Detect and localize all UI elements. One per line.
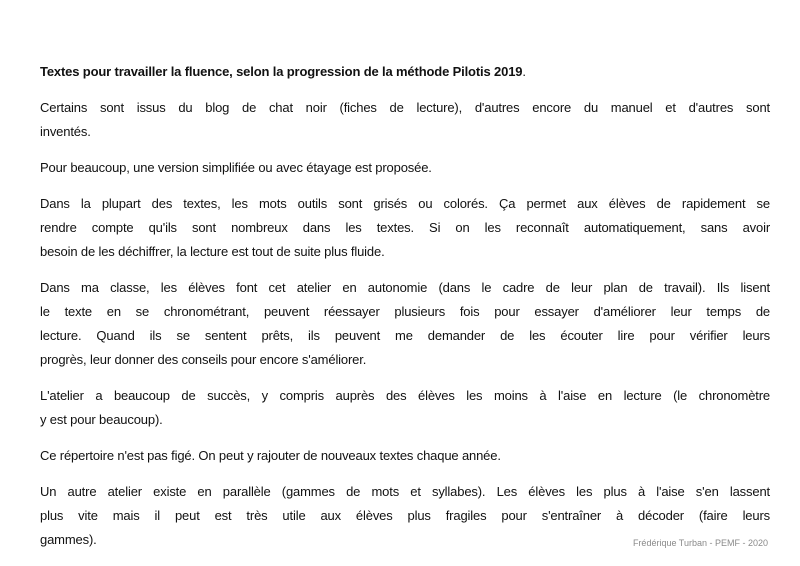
paragraph: [40, 384, 770, 432]
paragraph-line: le texte en se chronométrant, peuvent réessayer plusieurs fois pour essayer d'améliorer leur temps de: [40, 304, 770, 319]
paragraphs: [40, 96, 770, 552]
paragraph-line: Certains sont issus du blog de chat noir (fiches de lecture), d'autres encore du manuel et d'autres sont: [40, 100, 770, 115]
paragraph: [40, 156, 770, 180]
paragraph-line: y est pour beaucoup).: [40, 412, 163, 427]
document-title: [40, 60, 770, 84]
paragraph-line: plus vite mais il peut est très utile aux élèves plus fragiles pour s'entraîner à décoder (faire leurs: [40, 508, 770, 523]
paragraph-line: Dans ma classe, les élèves font cet atelier en autonomie (dans le cadre de leur plan de travail). Ils lisent: [40, 280, 770, 295]
paragraph: [40, 96, 770, 144]
footer-credit: Frédérique Turban - PEMF - 2020: [632, 538, 768, 548]
paragraph: [40, 276, 770, 372]
paragraph: [40, 192, 770, 264]
paragraph-line: L'atelier a beaucoup de succès, y compris auprès des élèves les moins à l'aise en lecture (le chronomètre: [40, 388, 770, 403]
title-period: .: [522, 64, 526, 79]
paragraph-line: progrès, leur donner des conseils pour encore s'améliorer.: [40, 352, 367, 367]
paragraph-line: Ce répertoire n'est pas figé. On peut y rajouter de nouveaux textes chaque année.: [40, 448, 501, 463]
paragraph: [40, 444, 770, 468]
paragraph-line: inventés.: [40, 124, 91, 139]
paragraph-line: Dans la plupart des textes, les mots outils sont grisés ou colorés. Ça permet aux élèves de rapidement se: [40, 196, 770, 211]
title-bold-text: Textes pour travailler la fluence, selon la progression de la méthode Pilotis 2019: [40, 64, 523, 79]
paragraph-line: rendre compte qu'ils sont nombreux dans les textes. Si on les reconnaît automatiquement, sans avoir: [40, 220, 770, 235]
document-body: [40, 60, 770, 564]
paragraph-line: lecture. Quand ils se sentent prêts, ils peuvent me demander de les écouter lire pour vérifier leurs: [40, 328, 770, 343]
paragraph-line: Un autre atelier existe en parallèle (gammes de mots et syllabes). Les élèves les plus à l'aise s'en lassent: [40, 484, 770, 499]
paragraph-line: besoin de les déchiffrer, la lecture est tout de suite plus fluide.: [40, 244, 385, 259]
paragraph-line: Pour beaucoup, une version simplifiée ou avec étayage est proposée.: [40, 160, 432, 175]
paragraph-line: gammes).: [40, 532, 97, 547]
